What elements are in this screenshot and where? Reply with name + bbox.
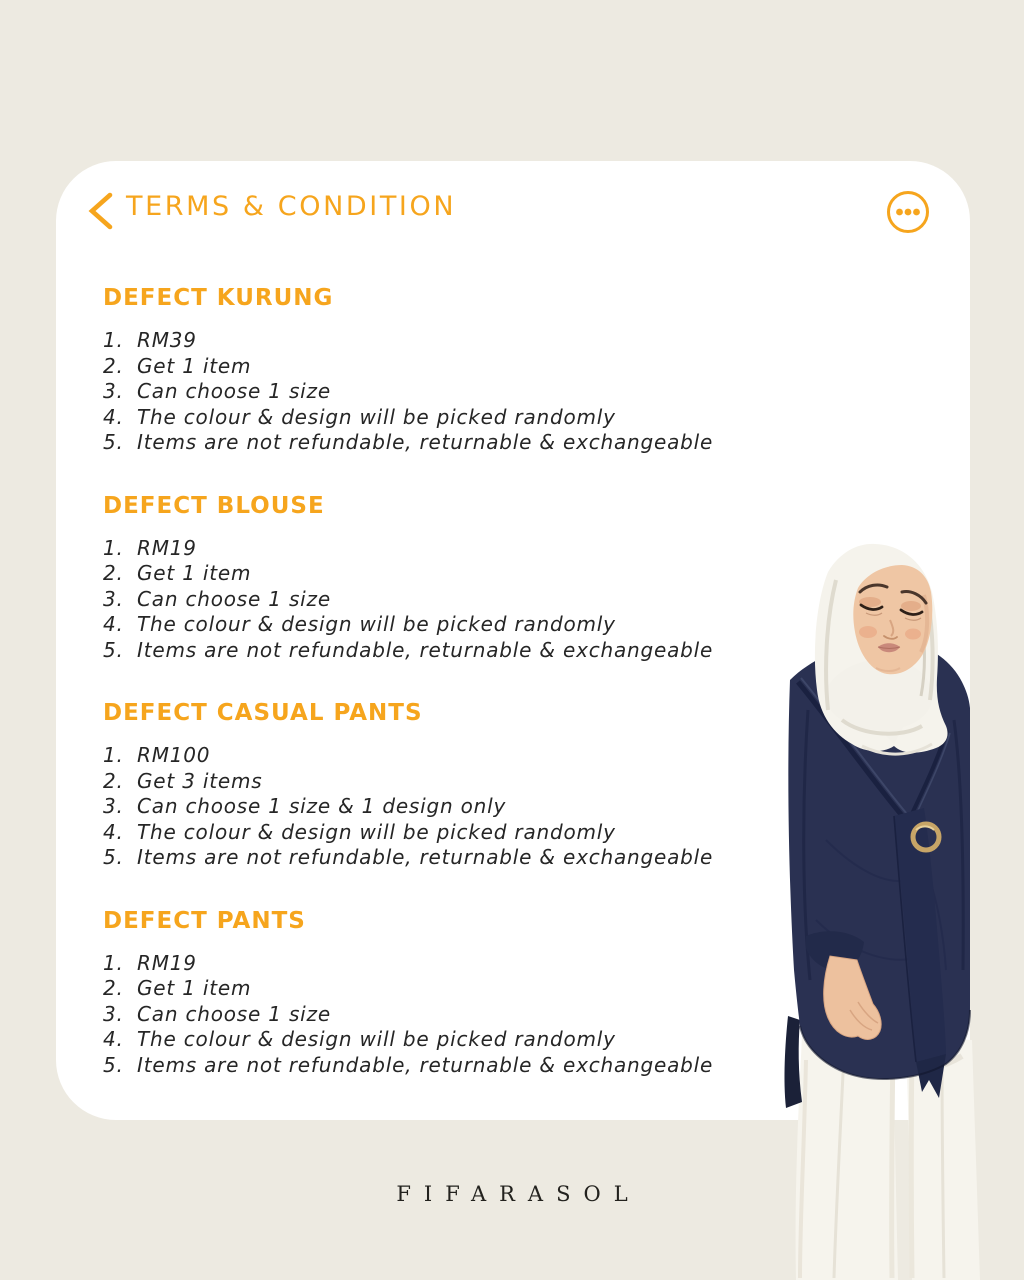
list-item (103, 561, 823, 587)
list-item (103, 769, 823, 795)
list-item (103, 820, 823, 846)
list-item-number: 1. (103, 535, 124, 560)
list-item-text: Can choose 1 size (137, 1001, 331, 1026)
list-item-number: 4. (103, 1027, 124, 1051)
list-item-text: Can choose 1 size (137, 379, 331, 403)
list-item-number: 4. (103, 612, 124, 636)
section-heading: DEFECT CASUAL PANTS (103, 700, 423, 726)
ellipsis-icon (886, 190, 930, 234)
section-heading: DEFECT PANTS (103, 907, 306, 934)
list-item-text: The colour & design will be picked randomly (137, 612, 616, 636)
list-item-number: 2. (103, 561, 124, 585)
list-item (103, 1027, 823, 1053)
list-item-text: The colour & design will be picked randomly (137, 1027, 616, 1051)
list-item-number: 2. (103, 768, 124, 793)
list-item (103, 536, 823, 562)
list-item-text: Get 3 items (137, 768, 263, 793)
section-heading: DEFECT KURUNG (103, 285, 334, 311)
list-item-number: 5. (103, 430, 124, 454)
section-heading: DEFECT BLOUSE (103, 492, 325, 519)
list-item-text: RM19 (137, 535, 197, 560)
list-item-text: Get 1 item (137, 976, 252, 1000)
list-item-number: 5. (103, 1052, 124, 1077)
list-item (103, 379, 823, 405)
list-item-text: Can choose 1 size (137, 586, 331, 611)
terms-sections (103, 286, 823, 1116)
list-item-text: Items are not refundable, returnable & exchangeable (137, 845, 714, 869)
blouse-back-hem (785, 1016, 802, 1108)
list-item (103, 612, 823, 638)
section-list (103, 743, 823, 871)
list-item-text: Can choose 1 size & 1 design only (137, 794, 507, 818)
card-header (56, 161, 970, 261)
section-list (103, 536, 823, 664)
list-item-text: The colour & design will be picked randomly (137, 819, 616, 844)
list-item (103, 354, 823, 380)
list-item-text: The colour & design will be picked randomly (137, 404, 616, 429)
brand-logo: FIFARASOL (396, 1182, 641, 1206)
terms-section (103, 909, 823, 1079)
list-item (103, 430, 823, 456)
list-item (103, 638, 823, 664)
list-item-number: 4. (103, 819, 124, 844)
list-item-number: 3. (103, 1001, 124, 1026)
list-item-number: 5. (103, 845, 124, 869)
list-item-text: Items are not refundable, returnable & exchangeable (137, 430, 714, 454)
list-item-number: 1. (103, 743, 124, 767)
more-options-button[interactable] (886, 190, 930, 234)
list-item-number: 3. (103, 379, 124, 403)
list-item-text: RM100 (137, 743, 211, 767)
terms-section (103, 286, 823, 456)
list-item (103, 845, 823, 871)
list-item (103, 743, 823, 769)
list-item-number: 2. (103, 353, 124, 378)
list-item-number: 1. (103, 950, 124, 975)
terms-section (103, 701, 823, 871)
list-item-number: 2. (103, 976, 124, 1000)
list-item-number: 4. (103, 404, 124, 429)
list-item (103, 328, 823, 354)
terms-section (103, 494, 823, 664)
list-item (103, 794, 823, 820)
list-item-text: Items are not refundable, returnable & exchangeable (137, 1052, 714, 1077)
list-item-number: 3. (103, 794, 124, 818)
section-list (103, 328, 823, 456)
list-item-text: Get 1 item (137, 353, 252, 378)
list-item (103, 587, 823, 613)
list-item (103, 1002, 823, 1028)
list-item-text: Items are not refundable, returnable & exchangeable (137, 637, 714, 662)
page-title: TERMS & CONDITION (126, 191, 457, 222)
list-item (103, 1053, 823, 1079)
section-list (103, 951, 823, 1079)
list-item-text: RM19 (137, 950, 197, 975)
back-button[interactable] (87, 192, 113, 230)
list-item (103, 976, 823, 1002)
list-item (103, 405, 823, 431)
list-item-number: 3. (103, 586, 124, 611)
list-item-text: Get 1 item (137, 561, 252, 585)
chevron-left-icon (87, 192, 113, 230)
list-item-number: 1. (103, 328, 124, 352)
list-item (103, 951, 823, 977)
list-item-text: RM39 (137, 328, 197, 352)
model-photo (766, 540, 1024, 1280)
list-item-number: 5. (103, 637, 124, 662)
